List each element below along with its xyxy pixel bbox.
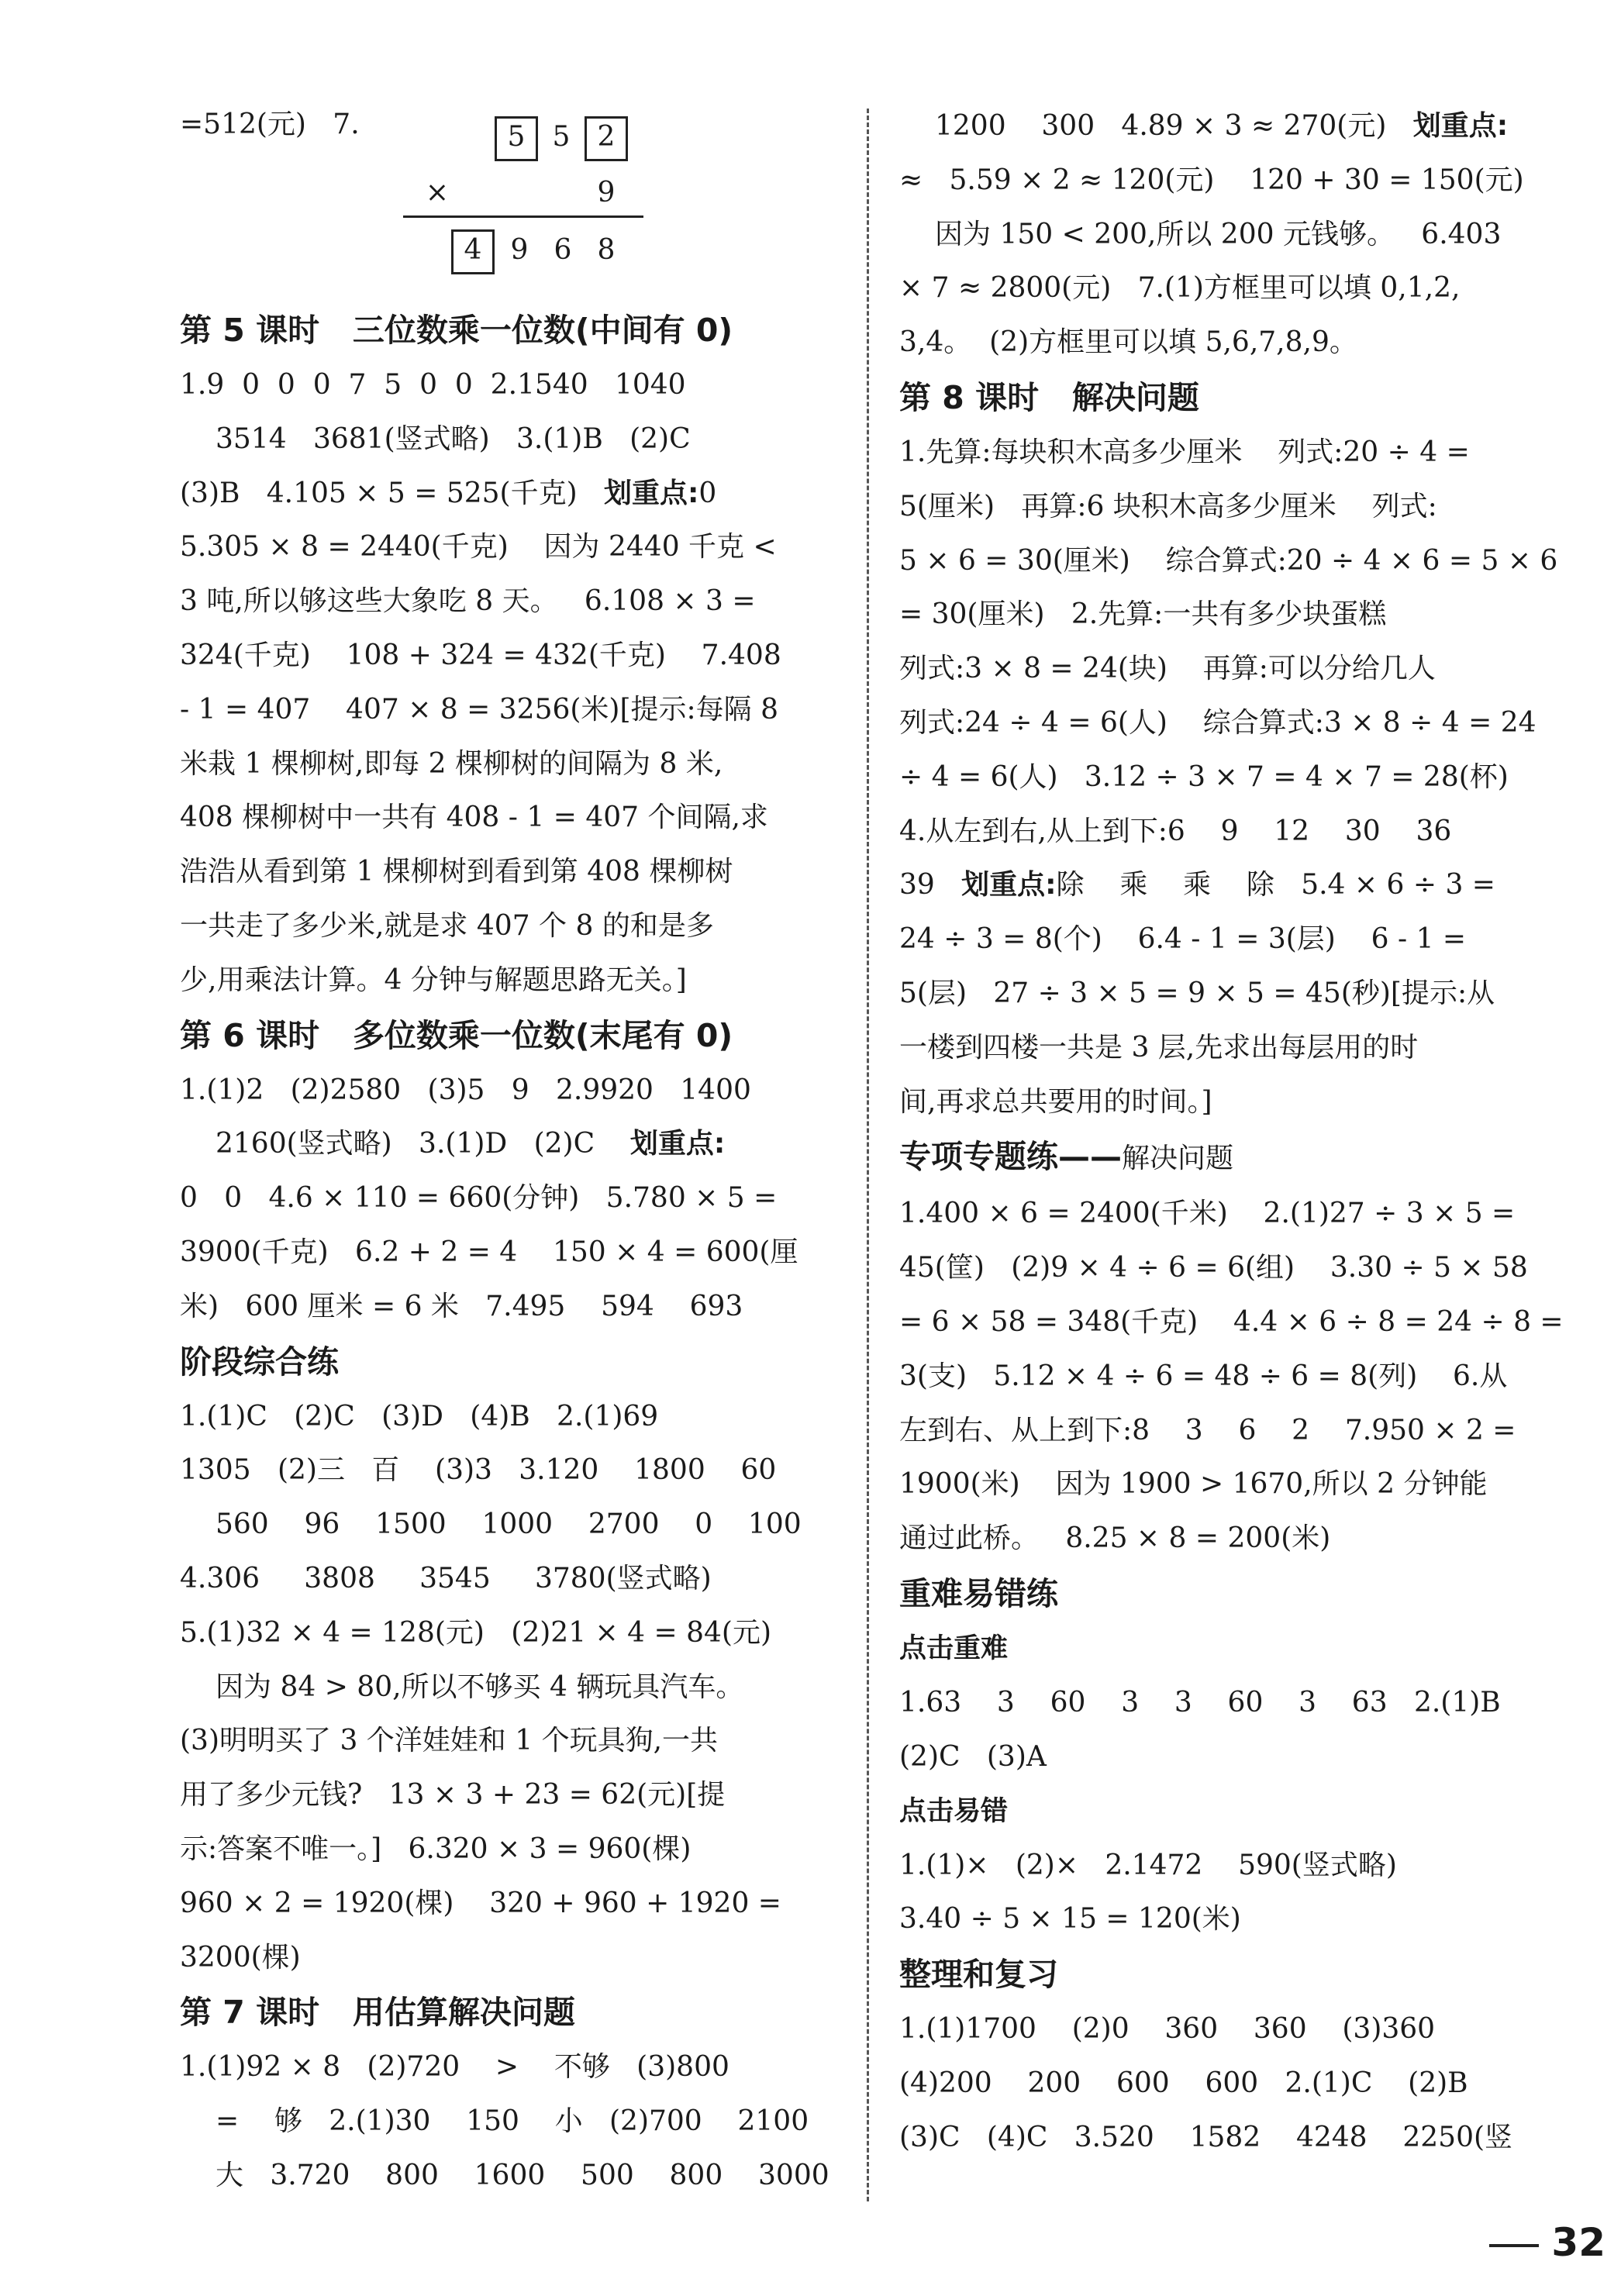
section-title: 重难易错练	[899, 1574, 1058, 1612]
digit: 6	[554, 234, 572, 266]
key-point-label: 划重点:	[1412, 110, 1509, 142]
times-sign: ×	[425, 177, 450, 209]
answer-line: 间,再求总共要用的时间。]	[899, 1085, 1212, 1118]
answer-line: 米栽 1 棵柳树,即每 2 棵柳树的间隔为 8 米,	[180, 747, 723, 780]
answer-line: 大 3.720 800 1600 500 800 3000	[216, 2159, 829, 2191]
answer-line: 5.305 × 8 = 2440(千克) 因为 2440 千克 <	[180, 531, 777, 564]
answer-line: 4.306 3808 3545 3780(竖式略)	[180, 1562, 712, 1594]
digit: 5	[552, 121, 571, 153]
digit: 9	[510, 234, 529, 266]
answer-line: 560 96 1500 1000 2700 0 100	[216, 1508, 802, 1541]
answer-line: × 7 ≈ 2800(元) 7.(1)方框里可以填 0,1,2,	[899, 272, 1461, 305]
right-column	[899, 99, 1564, 2165]
digit: 5	[507, 121, 526, 153]
answer-line: 列式:24 ÷ 4 = 6(人) 综合算式:3 × 8 ÷ 4 = 24	[899, 706, 1537, 739]
answer-line: 24 ÷ 3 = 8(个) 6.4 - 1 = 3(层) 6 - 1 =	[899, 923, 1467, 956]
answer-line: 一楼到四楼一共是 3 层,先求出每层用的时	[899, 1031, 1419, 1064]
answer-line: 1.(1)92 × 8 (2)720 > 不够 (3)800	[180, 2051, 729, 2084]
answer-line: 2160(竖式略) 3.(1)D (2)C 划重点:	[216, 1128, 726, 1160]
answer-line: (3)C (4)C 3.520 1582 4248 2250(竖	[899, 2121, 1513, 2153]
answer-line: 3200(棵)	[180, 1941, 301, 1974]
answer-line: 用了多少元钱? 13 × 3 + 23 = 62(元)[提	[180, 1779, 726, 1812]
answer-line: 1.400 × 6 = 2400(千米) 2.(1)27 ÷ 3 × 5 =	[899, 1198, 1516, 1230]
answer-line: 408 棵柳树中一共有 408 - 1 = 407 个间隔,求	[180, 802, 768, 834]
answer-line: 左到右、从上到下:8 3 6 2 7.950 × 2 =	[899, 1414, 1516, 1446]
section-title: 第 6 课时 多位数乘一位数(末尾有 0)	[180, 1016, 733, 1054]
answer-line: 通过此桥。 8.25 × 8 = 200(米)	[899, 1522, 1331, 1555]
answer-line: 1900(米) 因为 1900 > 1670,所以 2 分钟能	[899, 1468, 1488, 1501]
answer-line: 米) 600 厘米 = 6 米 7.495 594 693	[180, 1290, 743, 1322]
column-divider	[867, 109, 869, 2201]
calc-rule	[403, 215, 643, 218]
subsection-title: 点击重难	[899, 1632, 1009, 1664]
answer-line: (3)明明买了 3 个洋娃娃和 1 个玩具狗,一共	[180, 1725, 719, 1757]
answer-line: 3514 3681(竖式略) 3.(1)B (2)C	[216, 422, 691, 455]
answer-line: 3,4。 (2)方框里可以填 5,6,7,8,9。	[899, 326, 1357, 359]
digit: 8	[597, 234, 616, 266]
answer-line: 45(筐) (2)9 × 4 ÷ 6 = 6(组) 3.30 ÷ 5 × 58	[899, 1252, 1528, 1284]
section-title: 第 8 课时 解决问题	[899, 378, 1199, 416]
section-title: 专项专题练——解决问题	[899, 1138, 1234, 1176]
answer-line: 39 划重点:除 乘 乘 除 5.4 × 6 ÷ 3 =	[899, 869, 1495, 902]
answer-line: 一共走了多少米,就是求 407 个 8 的和是多	[180, 909, 714, 942]
answer-line: 因为 84 > 80,所以不够买 4 辆玩具汽车。	[216, 1670, 744, 1703]
key-point-label: 划重点:	[961, 869, 1057, 902]
answer-line: 324(千克) 108 + 324 = 432(千克) 7.408	[180, 639, 781, 671]
answer-line: 1.63 3 60 3 3 60 3 63 2.(1)B	[899, 1686, 1501, 1719]
answer-line: 1.(1)× (2)× 2.1472 590(竖式略)	[899, 1849, 1397, 1881]
answer-line: - 1 = 407 407 × 8 = 3256(米)[提示:每隔 8	[180, 693, 778, 726]
answer-line: 1.(1)C (2)C (3)D (4)B 2.(1)69	[180, 1400, 659, 1432]
answer-line: 1.(1)1700 (2)0 360 360 (3)360	[899, 2013, 1436, 2046]
answer-line: 1.9 0 0 0 7 5 0 0 2.1540 1040	[180, 369, 686, 401]
section-title: 阶段综合练	[180, 1343, 339, 1381]
subsection-title: 点击易错	[899, 1795, 1009, 1827]
answer-line: 0 0 4.6 × 110 = 660(分钟) 5.780 × 5 =	[180, 1182, 778, 1215]
answer-line: 3900(千克) 6.2 + 2 = 4 150 × 4 = 600(厘	[180, 1236, 798, 1268]
page-number: 32	[1489, 2220, 1605, 2265]
answer-line: 因为 150 < 200,所以 200 元钱够。 6.403	[935, 218, 1502, 250]
answer-line: 5.(1)32 × 4 = 128(元) (2)21 × 4 = 84(元)	[180, 1616, 771, 1649]
answer-line: (3)B 4.105 × 5 = 525(千克) 划重点:0	[180, 477, 717, 509]
answer-line: 1200 300 4.89 × 3 ≈ 270(元) 划重点:	[935, 110, 1509, 142]
digit: 2	[597, 121, 616, 153]
answer-line: 列式:3 × 8 = 24(块) 再算:可以分给几人	[899, 653, 1436, 685]
answer-line: 浩浩从看到第 1 棵柳树到看到第 408 棵柳树	[180, 856, 733, 888]
key-point-label: 划重点:	[629, 1128, 726, 1160]
answer-line: 3.40 ÷ 5 × 15 = 120(米)	[899, 1903, 1241, 1936]
section-title: 第 5 课时 三位数乘一位数(中间有 0)	[180, 312, 733, 349]
digit: 9	[597, 177, 616, 209]
answer-line: (2)C (3)A	[899, 1740, 1047, 1773]
answer-line: 少,用乘法计算。4 分钟与解题思路无关。]	[180, 964, 687, 996]
answer-line: 5(厘米) 再算:6 块积木高多少厘米 列式:	[899, 490, 1437, 522]
answer-line: 1.先算:每块积木高多少厘米 列式:20 ÷ 4 =	[899, 436, 1470, 468]
answer-line: = 够 2.(1)30 150 小 (2)700 2100	[216, 2105, 809, 2138]
digit: 4	[464, 234, 482, 266]
key-point-label: 划重点:	[603, 477, 699, 509]
answer-line: 3 吨,所以够这些大象吃 8 天。 6.108 × 3 =	[180, 585, 756, 618]
answer-line: 1305 (2)三 百 (3)3 3.120 1800 60	[180, 1454, 777, 1487]
vertical-multiplication	[180, 99, 823, 302]
answer-line: 3(支) 5.12 × 4 ÷ 6 = 48 ÷ 6 = 8(列) 6.从	[899, 1360, 1508, 1392]
answer-line: = 6 × 58 = 348(千克) 4.4 × 6 ÷ 8 = 24 ÷ 8 =	[899, 1305, 1564, 1338]
answer-line: ≈ 5.59 × 2 ≈ 120(元) 120 + 30 = 150(元)	[899, 164, 1524, 196]
answer-line: 5 × 6 = 30(厘米) 综合算式:20 ÷ 4 × 6 = 5 × 6	[899, 544, 1558, 577]
answer-line: =512(元) 7.	[180, 109, 360, 140]
answer-line: 示:答案不唯一。] 6.320 × 3 = 960(棵)	[180, 1832, 692, 1865]
left-column	[180, 99, 829, 2203]
section-subtitle: 解决问题	[1122, 1143, 1234, 1175]
answer-line: ÷ 4 = 6(人) 3.12 ÷ 3 × 7 = 4 × 7 = 28(杯)	[899, 760, 1509, 793]
answer-line: = 30(厘米) 2.先算:一共有多少块蛋糕	[899, 598, 1387, 631]
section-title: 第 7 课时 用估算解决问题	[180, 1994, 575, 2032]
answer-line: 4.从左到右,从上到下:6 9 12 30 36	[899, 815, 1452, 847]
answer-line: 1.(1)2 (2)2580 (3)5 9 2.9920 1400	[180, 1074, 751, 1106]
page-number-dash	[1489, 2244, 1539, 2247]
answer-line: (4)200 200 600 600 2.(1)C (2)B	[899, 2067, 1468, 2099]
answer-line: 5(层) 27 ÷ 3 × 5 = 9 × 5 = 45(秒)[提示:从	[899, 977, 1495, 1009]
section-title: 整理和复习	[899, 1956, 1058, 1994]
answer-line: 960 × 2 = 1920(棵) 320 + 960 + 1920 =	[180, 1887, 781, 1919]
